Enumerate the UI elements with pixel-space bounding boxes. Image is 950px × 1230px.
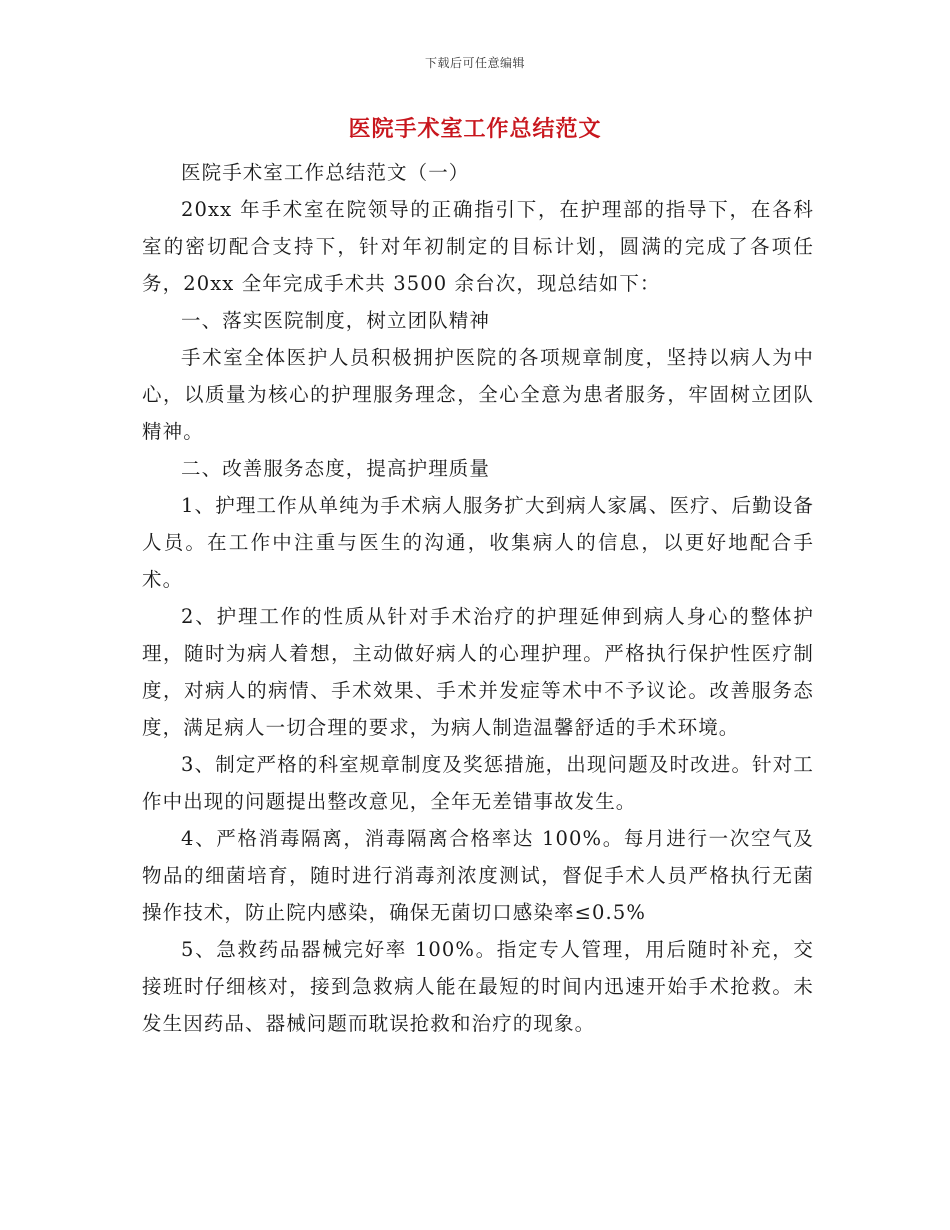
paragraph-item-2: 2、护理工作的性质从针对手术治疗的护理延伸到病人身心的整体护理，随时为病人着想，主动做好病人的心理护理。严格执行保护性医疗制度，对病人的病情、手术效果、手术并发症等术中不予议论。改善服务态度，满足病人一切合理的要求，为病人制造温馨舒适的手术环境。 xyxy=(142,605,814,739)
section-heading-1: 一、落实医院制度，树立团队精神 xyxy=(181,309,491,332)
header-note: 下载后可任意编辑 xyxy=(424,56,525,70)
document-body xyxy=(142,154,814,1042)
paragraph-item-5: 5、急救药品器械完好率 100%。指定专人管理，用后随时补充，交接班时仔细核对，接到急救病人能在最短的时间内迅速开始手术抢救。未发生因药品、器械问题而耽误抢救和治疗的现象。 xyxy=(142,938,814,1035)
paragraph-subtitle: 医院手术室工作总结范文（一） xyxy=(181,161,470,184)
paragraph-item-1: 1、护理工作从单纯为手术病人服务扩大到病人家属、医疗、后勤设备人员。在工作中注重与医生的沟通，收集病人的信息，以更好地配合手术。 xyxy=(142,494,814,591)
paragraph-section-1: 手术室全体医护人员积极拥护医院的各项规章制度，坚持以病人为中心，以质量为核心的护理服务理念，全心全意为患者服务，牢固树立团队精神。 xyxy=(142,346,814,443)
paragraph-intro: 20xx 年手术室在院领导的正确指引下，在护理部的指导下，在各科室的密切配合支持下，针对年初制定的目标计划，圆满的完成了各项任务，20xx 全年完成手术共 3500 余台次，现总结如下： xyxy=(142,198,814,295)
section-heading-2: 二、改善服务态度，提高护理质量 xyxy=(181,457,491,480)
paragraph-item-4: 4、严格消毒隔离，消毒隔离合格率达 100%。每月进行一次空气及物品的细菌培育，随时进行消毒剂浓度测试，督促手术人员严格执行无菌操作技术，防止院内感染，确保无菌切口感染率≤0.5% xyxy=(142,827,814,924)
paragraph-item-3: 3、制定严格的科室规章制度及奖惩措施，出现问题及时改进。针对工作中出现的问题提出整改意见，全年无差错事故发生。 xyxy=(142,753,814,813)
document-title: 医院手术室工作总结范文 xyxy=(348,116,602,142)
